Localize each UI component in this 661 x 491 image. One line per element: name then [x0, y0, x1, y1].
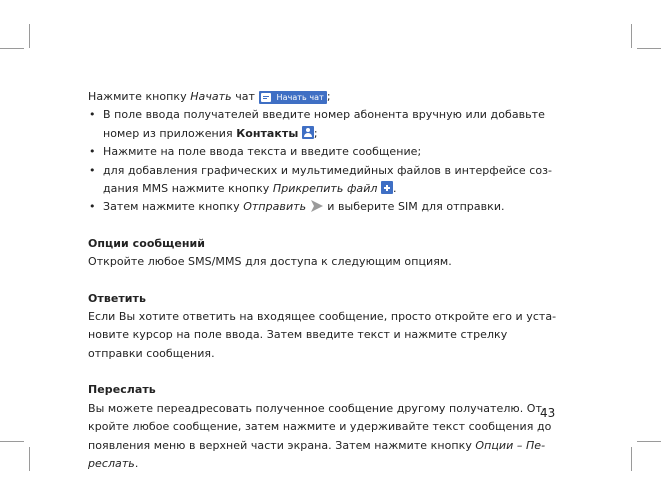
- forward-section: [88, 381, 557, 473]
- section-body: [88, 400, 557, 474]
- crop-mark: [637, 441, 661, 442]
- section-body: Если Вы хотите ответить на входящее сообщение, просто откройте его и уста-новите курсор на поле ввода. Затем введите текст и нажмите стрелку отправки сообщения.: [88, 310, 557, 360]
- start-chat-button-label: Начать чат: [276, 93, 324, 102]
- intro-text: Нажмите кнопку: [88, 90, 191, 103]
- attach-file-label: Прикрепить файл: [272, 182, 378, 196]
- list-item: [88, 162, 557, 199]
- section-heading: Ответить: [88, 291, 146, 305]
- section-body-end: .: [134, 456, 139, 470]
- crop-mark: [631, 447, 632, 471]
- crop-mark: [631, 24, 632, 48]
- page-content: [88, 88, 557, 473]
- list-item-text: Затем нажмите кнопку: [103, 200, 244, 214]
- send-icon: [310, 200, 324, 212]
- list-item-text: В поле ввода получателей введите номер абонента вручную или добавьте номер из приложения: [103, 108, 545, 140]
- list-item-end: .: [393, 182, 397, 196]
- plus-icon: [381, 181, 393, 194]
- page-number: 43: [540, 406, 556, 420]
- chat-icon: [261, 93, 271, 102]
- list-item-text: Нажмите на поле ввода текста и введите сообщение;: [103, 145, 422, 159]
- section-heading: Опции сообщений: [88, 236, 206, 250]
- list-item: [88, 143, 557, 161]
- intro-action: Начать: [190, 90, 232, 103]
- reply-section: [88, 290, 557, 364]
- list-item: [88, 198, 557, 216]
- list-item: [88, 106, 557, 143]
- list-item-text: для добавления графических и мультимедийных файлов в интерфейсе соз-дания MMS нажмите кнопку: [103, 163, 553, 196]
- list-item-end: ;: [313, 126, 318, 140]
- section-body-text: Вы можете переадресовать полученное сообщение другому получателю. От-кройте любое сообщение, затем нажмите и удерживайте текст сообщения до появления меню в верхней части экрана. Затем нажмите кнопку: [88, 401, 552, 452]
- options-forward-label: Опции – Пе-реслать: [88, 438, 546, 470]
- crop-mark: [0, 441, 24, 442]
- section-body: Откройте любое SMS/MMS для доступа к следующим опциям.: [88, 255, 452, 269]
- options-section: [88, 235, 557, 272]
- steps-list: [88, 106, 557, 216]
- intro-text: чат: [231, 90, 259, 103]
- crop-mark: [29, 24, 30, 48]
- section-heading: Переслать: [88, 383, 156, 397]
- crop-mark: [0, 48, 24, 49]
- intro-line: [88, 88, 557, 106]
- crop-mark: [637, 48, 661, 49]
- contacts-label: Контакты: [236, 126, 299, 140]
- list-item-text: и выберите SIM для отправки.: [323, 200, 505, 214]
- crop-mark: [29, 447, 30, 471]
- intro-end: ;: [326, 90, 331, 103]
- start-chat-button: [259, 91, 327, 104]
- contacts-icon: [302, 126, 314, 139]
- send-label: Отправить: [243, 200, 307, 214]
